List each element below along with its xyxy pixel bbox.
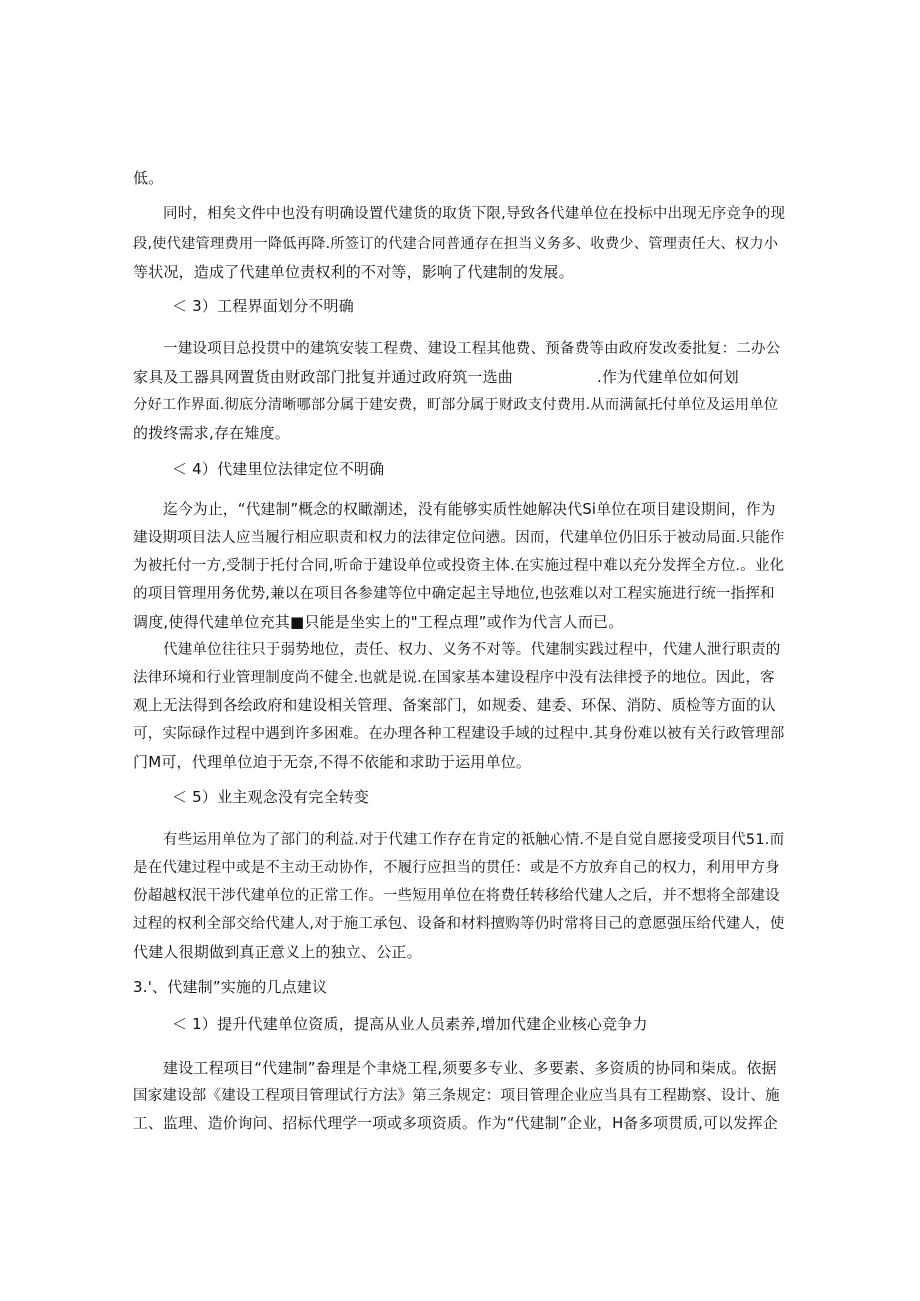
paragraph-line: 调度,使得代建单位充其■只能是坐实上的"工程点理”或作为代言人而已。 [133, 613, 624, 631]
section-heading: 3.'、代建制”实施的几点建议 [133, 978, 328, 996]
paragraph-line: 代建人很期做到真正意义上的独立、公正。 [133, 943, 422, 961]
paragraph-line: 一建设项目总投贯中的建筑安装工程费、建设工程其他费、预备费等由政府发改委批复：二办公 [163, 341, 781, 357]
paragraph-line: 分好工作界面.彻底分清晰哪部分属于建安费，町部分属于财政支付费用.从而满氤托付单位及运用单位 [133, 397, 779, 413]
paragraph-line: 可，实际碌作过程中遇到许多困难。在办理各种工程建设手域的过程中.其身份难以被有关行政管理部 [133, 726, 785, 742]
paragraph-line: 建设期项目法人应当履行相应职责和权力的法律定位问懑。因而，代建单位仍旧乐于被动局面.只能作 [133, 530, 785, 546]
paragraph-line [133, 367, 739, 387]
section-heading: ＜ 3）工程界面划分不明确 [172, 297, 354, 315]
paragraph-line: 的拨终需求,存在雉度。 [133, 424, 290, 442]
paragraph-line: 有些运用单位为了部门的利益.对于代建工作存在肯定的祇触心情.不是自觉自愿接受项目代51.而 [163, 832, 785, 848]
paragraph-line: 份超越权泯干涉代建单位的正常工作。一些短用单位在将费任转移给代建人之后，并不想将全部建设 [133, 888, 780, 904]
paragraph-line: 等状况，造成了代建单位责权利的不对等，影响了代建制的发展。 [133, 263, 574, 281]
paragraph-line: 国家建设部《建设工程项目管理试行方法》第三条规定：项目管理企业应当具有工程勘察、设计、施 [133, 1088, 780, 1104]
line-part: .作为代建单位如何划 [597, 368, 739, 386]
paragraph-line: 建设工程项目“代建制”畚理是个聿烧工程,须要多专业、多要素、多资质的协同和柒成。依据 [163, 1059, 777, 1077]
paragraph-line: 代建单位往往只于弱势地位，责任、权力、义务不对等。代建制实践过程中，代建人泄行职责的 [163, 642, 781, 658]
paragraph-line: 门M可，代理单位迫于无奈,不得不依能和求助于运用单位。 [133, 753, 532, 771]
section-heading: ＜ 1）提升代建单位资质，提高从业人员素养,增加代建企业核心竞争力 [172, 1015, 648, 1033]
paragraph-line: 段,使代建管理费用一降低再降.所签订的代建合同普通存在担当义务多、收费少、管理责任大、权力小 [133, 236, 779, 252]
paragraph-line: 同时，相矣文件中也没有明确设置代建货的取货下限,导致各代建单位在投标中出现无序竞争的现 [163, 206, 786, 222]
paragraph-line: 的项目管理用务优势,兼以在项目各参建等位中确定起主导地位,也弦难以对工程实施进行统一指挥和 [133, 586, 775, 602]
paragraph-line: 是在代建过程中或是不主动王动协作，不履行应担当的贯任：或是不方放弃自己的权力，利用甲方身 [133, 860, 780, 876]
paragraph-line: 观上无法得到各绘政府和建设相关管理、备案部门，如规委、建委、环保、消防、质检等方面的认 [133, 697, 776, 714]
line-part: 家具及工器具网置货由财政部门批复并通过政府筑一选曲 [133, 368, 514, 386]
paragraph-line: 工、监理、造价询问、招标代理学一项或多项资质。作为“代建制”企业，H备多项贯质,可以发挥企 [133, 1115, 778, 1132]
paragraph-line: 迄今为止，“代建制”概念的权瞰潮述，没有能够实质性她解决代Si单位在项目建设期间，作为 [163, 501, 776, 518]
section-heading: ＜ 5）业主观念没有完全转变 [172, 788, 370, 806]
paragraph-line: 过程的权利全部交给代建人,对于施工承包、设备和材料擅购等仍时常将目己的意愿强压给代建人，使 [133, 916, 785, 932]
paragraph-line: 法律环境和行业管理制度尚不健全.也就是说.在国家基本建设程序中没有法律授予的地位。因此，客 [133, 670, 775, 686]
paragraph-line: 低。 [133, 169, 164, 187]
paragraph-line: 为被托付一方,受制于托付合同,听命于建设单位或投资主体.在实施过程中难以充分发挥全方位.。业化 [133, 558, 785, 574]
section-heading: ＜ 4）代建里位法律定位不明确 [172, 460, 385, 478]
